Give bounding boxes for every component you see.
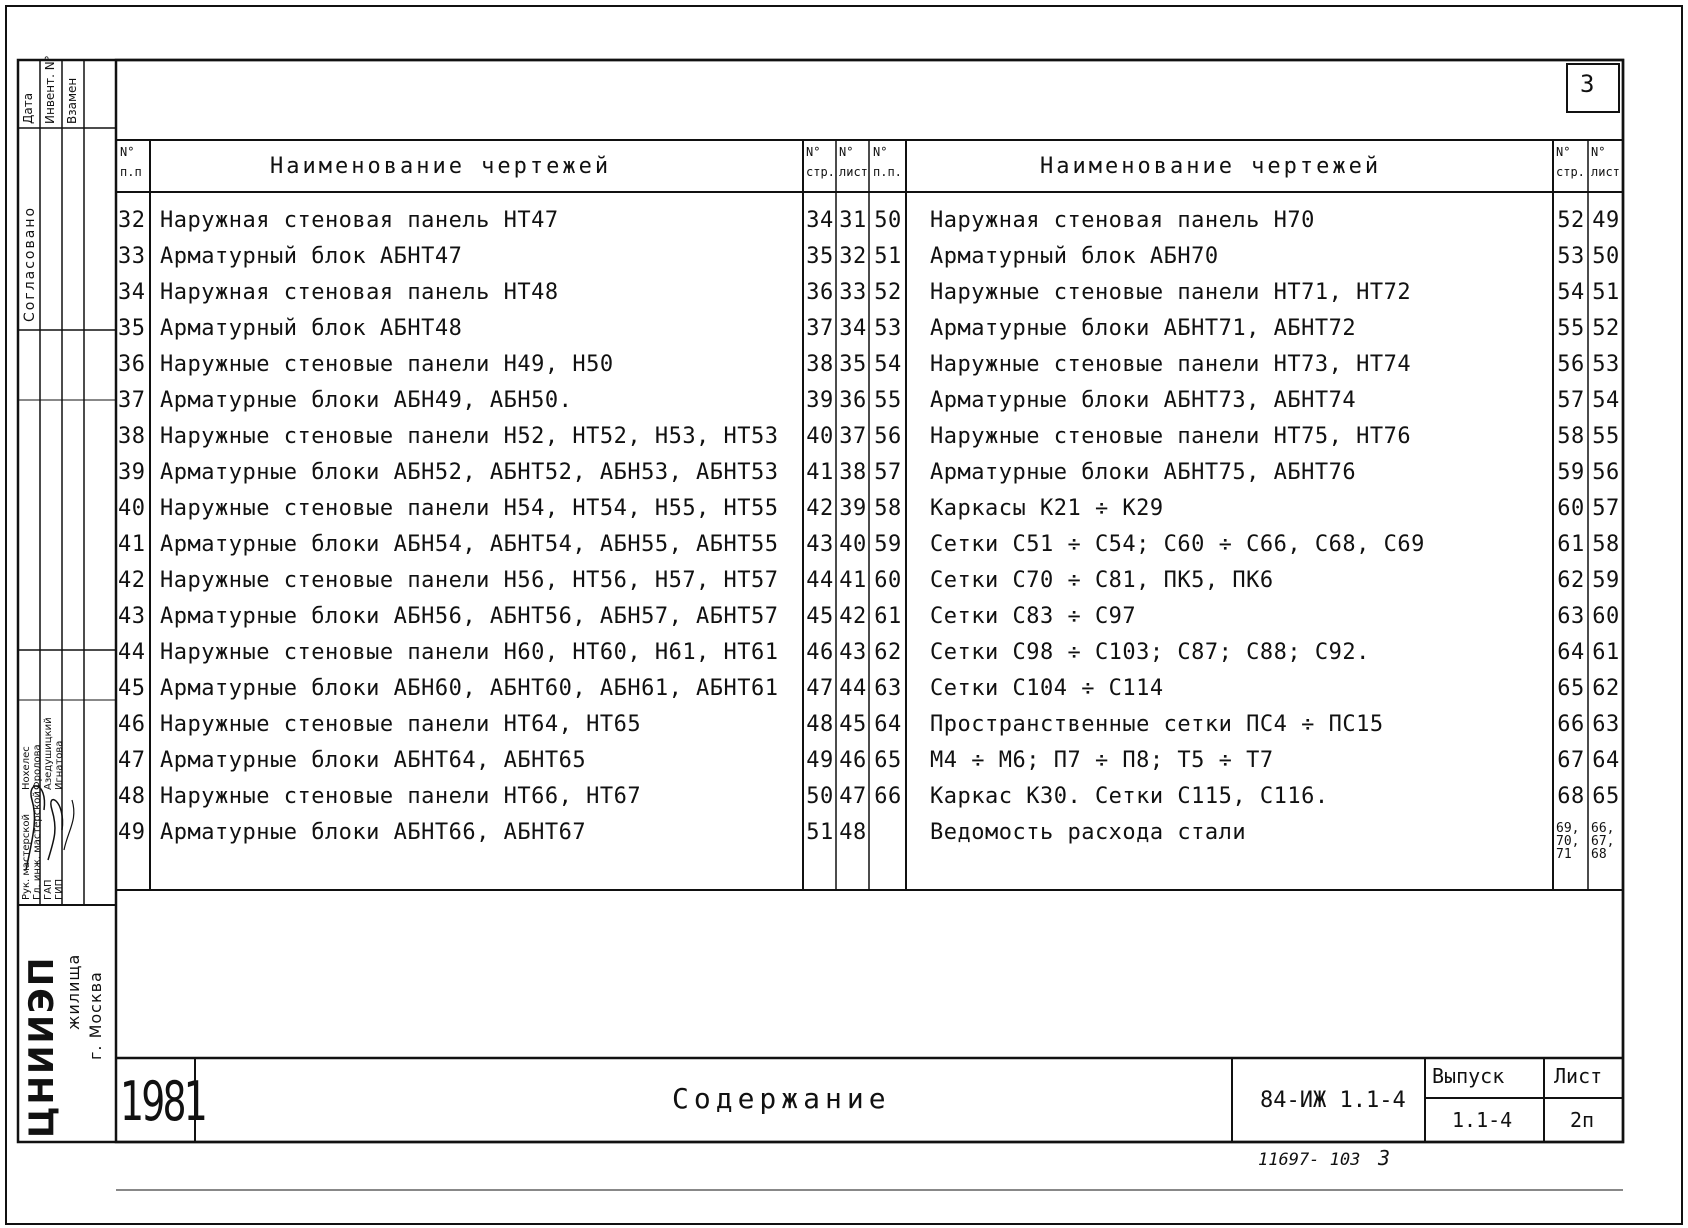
stamp-date-label: Дата [21,92,35,124]
stamp-name-3: Азедушицкий [43,717,54,790]
row-title: Наружные стеновые панели НТ66, НТ67 [160,784,642,809]
row-page: 55 [1557,316,1585,341]
row-page: 40 [806,424,834,449]
row-title: Наружные стеновые панели Н56, НТ56, Н57, НТ57 [160,568,779,593]
header-sheet2-1: N° [1591,145,1606,159]
row-page: 67 [1557,748,1585,773]
row-page: 45 [806,604,834,629]
row-sheet: 55 [1592,424,1620,449]
row-title: Арматурные блоки АБНТ64, АБНТ65 [160,748,587,773]
row-number: 44 [118,640,146,665]
row-title: Сетки С98 ÷ С103; С87; С88; С92. [930,640,1370,665]
row-sheet: 31 [839,208,867,233]
row-page: 34 [806,208,834,233]
row-page: 48 [806,712,834,737]
row-number: 55 [874,388,902,413]
row-page: 37 [806,316,834,341]
row-sheet: 40 [839,532,867,557]
row-sheet: 56 [1592,460,1620,485]
header-name-left: Наименование чертежей [270,154,612,179]
row-page: 57 [1557,388,1585,413]
row-page: 63 [1557,604,1585,629]
row-sheet: 58 [1592,532,1620,557]
row-sheet: 62 [1592,676,1620,701]
row-page: 66 [1557,712,1585,737]
row-number: 56 [874,424,902,449]
row-number: 33 [118,244,146,269]
row-page: 50 [806,784,834,809]
row-title: Наружные стеновые панели НТ73, НТ74 [930,352,1412,377]
row-sheet: 46 [839,748,867,773]
row-sheet: 33 [839,280,867,305]
row-number: 43 [118,604,146,629]
row-title: Каркасы К21 ÷ К29 [930,496,1164,521]
stamp-role-3: ГАП [43,879,54,900]
row-sheet: 32 [839,244,867,269]
row-title: Арматурные блоки АБН52, АБНТ52, АБН53, АБНТ53 [160,460,779,485]
row-sheet: 37 [839,424,867,449]
row-number: 65 [874,748,902,773]
row-sheet: 64 [1592,748,1620,773]
org-name: ЦНИИЭП [22,955,62,1138]
row-title: Арматурные блоки АБНТ75, АБНТ76 [930,460,1357,485]
stamp-approved-label: Согласовано [22,205,38,322]
row-number: 54 [874,352,902,377]
row-number: 59 [874,532,902,557]
row-number: 32 [118,208,146,233]
row-title: Арматурные блоки АБНТ66, АБНТ67 [160,820,587,845]
stamp-role-2: Гл. инж. мастерской [32,791,43,900]
row-title: Ведомость расхода стали [930,820,1247,845]
row-number: 58 [874,496,902,521]
row-sheet: 45 [839,712,867,737]
row-page: 68 [1557,784,1585,809]
row-sheet: 41 [839,568,867,593]
stamp-inventory-label: Инвент. N° [43,55,57,124]
header-page-2: стр. [806,165,835,179]
row-page: 35 [806,244,834,269]
row-page: 46 [806,640,834,665]
row-sheet: 59 [1592,568,1620,593]
row-title: Арматурный блок АБНТ48 [160,316,463,341]
row-title: Наружные стеновые панели Н52, НТ52, Н53, НТ53 [160,424,779,449]
document-code: 84-ИЖ 1.1-4 [1260,1088,1406,1113]
row-title: Наружные стеновые панели Н60, НТ60, Н61, НТ61 [160,640,779,665]
row-sheet: 65 [1592,784,1620,809]
sheet-value: 2п [1570,1108,1595,1132]
header-sheet2-2: лист [1591,165,1620,179]
row-page: 39 [806,388,834,413]
row-sheet: 34 [839,316,867,341]
row-page: 43 [806,532,834,557]
row-title: Арматурные блоки АБН49, АБН50. [160,388,573,413]
row-page: 56 [1557,352,1585,377]
issue-label: Выпуск [1432,1064,1505,1088]
header-num-1: N° [120,145,135,159]
signatures-icon [18,760,88,880]
row-sheet: 43 [839,640,867,665]
row-number: 51 [874,244,902,269]
row-page: 53 [1557,244,1585,269]
row-page: 60 [1557,496,1585,521]
row-title: Арматурные блоки АБН56, АБНТ56, АБН57, АБНТ57 [160,604,779,629]
row-sheet: 51 [1592,280,1620,305]
row-sheet: 57 [1592,496,1620,521]
row-number: 48 [118,784,146,809]
row-sheet: 50 [1592,244,1620,269]
row-number: 34 [118,280,146,305]
row-title: Арматурный блок АБН70 [930,244,1219,269]
row-page: 59 [1557,460,1585,485]
header-page-1: N° [806,145,821,159]
row-title: Сетки С51 ÷ С54; С60 ÷ С66, С68, С69 [930,532,1425,557]
row-title: Наружные стеновые панели НТ71, НТ72 [930,280,1412,305]
org-sub: жилища [64,953,83,1030]
row-title: Наружные стеновые панели НТ75, НТ76 [930,424,1412,449]
row-page: 61 [1557,532,1585,557]
row-number: 41 [118,532,146,557]
row-title: Арматурный блок АБНТ47 [160,244,463,269]
stamp-role-1: Рук. мастерской [21,814,32,900]
footer-page: 3 [1378,1146,1391,1170]
row-title: Сетки С83 ÷ С97 [930,604,1137,629]
header-page2-1: N° [1556,145,1571,159]
row-sheet: 35 [839,352,867,377]
row-number: 66 [874,784,902,809]
row-sheet: 52 [1592,316,1620,341]
sheet-label: Лист [1554,1064,1603,1088]
row-number: 53 [874,316,902,341]
header-num2-1: N° [873,145,888,159]
row-title: Арматурные блоки АБНТ73, АБНТ74 [930,388,1357,413]
row-title: Арматурные блоки АБНТ71, АБНТ72 [930,316,1357,341]
row-title: Пространственные сетки ПС4 ÷ ПС15 [930,712,1384,737]
row-sheet: 63 [1592,712,1620,737]
row-number: 39 [118,460,146,485]
row-number: 36 [118,352,146,377]
row-number: 42 [118,568,146,593]
row-title: Наружные стеновые панели Н54, НТ54, Н55, НТ55 [160,496,779,521]
row-page: 51 [806,820,834,845]
row-sheet: 54 [1592,388,1620,413]
header-num2-2: п.п. [873,165,902,179]
row-sheet: 60 [1592,604,1620,629]
row-number: 64 [874,712,902,737]
row-page: 38 [806,352,834,377]
row-number: 49 [118,820,146,845]
row-number: 47 [118,748,146,773]
row-page: 62 [1557,568,1585,593]
stamp-name-4: Игнатова [54,740,65,790]
row-page: 54 [1557,280,1585,305]
row-number: 57 [874,460,902,485]
page-number: 3 [1580,70,1595,98]
row-title: Арматурные блоки АБН60, АБНТ60, АБН61, АБНТ61 [160,676,779,701]
row-sheet: 42 [839,604,867,629]
row-sheet: 36 [839,388,867,413]
row-number: 63 [874,676,902,701]
row-page: 64 [1557,640,1585,665]
row-page: 49 [806,748,834,773]
row-number: 37 [118,388,146,413]
stamp-name-2: Фролова [32,744,43,790]
row-title: Сетки С70 ÷ С81, ПК5, ПК6 [930,568,1274,593]
row-number: 60 [874,568,902,593]
header-sheet-2: лист [839,165,868,179]
stamp-replaced-label: Взамен [65,77,79,124]
row-title: Каркас К30. Сетки С115, С116. [930,784,1329,809]
stamp-name-1: Нохелес [21,746,32,790]
row-page: 52 [1557,208,1585,233]
row-title: Сетки С104 ÷ С114 [930,676,1164,701]
header-name-right: Наименование чертежей [1040,154,1382,179]
header-page2-2: стр. [1556,165,1585,179]
org-city: г. Москва [86,971,105,1060]
row-title: Наружные стеновые панели НТ64, НТ65 [160,712,642,737]
row-title: Арматурные блоки АБН54, АБНТ54, АБН55, АБНТ55 [160,532,779,557]
header-num-2: п.п [120,165,142,179]
row-sheet: 47 [839,784,867,809]
row-sheet: 44 [839,676,867,701]
row-number: 62 [874,640,902,665]
row-title: Наружные стеновые панели Н49, Н50 [160,352,614,377]
row-page: 69, 70, 71 [1556,821,1580,862]
row-page: 41 [806,460,834,485]
row-number: 40 [118,496,146,521]
row-number: 46 [118,712,146,737]
document-title: Содержание [672,1082,891,1115]
year: 1981 [120,1070,206,1133]
row-page: 58 [1557,424,1585,449]
row-number: 52 [874,280,902,305]
row-page: 44 [806,568,834,593]
row-sheet: 48 [839,820,867,845]
row-number: 45 [118,676,146,701]
row-sheet: 61 [1592,640,1620,665]
row-title: Наружная стеновая панель НТ47 [160,208,559,233]
row-title: М4 ÷ М6; П7 ÷ П8; Т5 ÷ Т7 [930,748,1274,773]
header-sheet-1: N° [839,145,854,159]
row-number: 61 [874,604,902,629]
row-number: 50 [874,208,902,233]
row-page: 65 [1557,676,1585,701]
row-sheet: 66, 67, 68 [1591,821,1615,862]
row-sheet: 39 [839,496,867,521]
row-number: 35 [118,316,146,341]
row-sheet: 38 [839,460,867,485]
issue-value: 1.1-4 [1452,1108,1513,1132]
footer-note: 11697- 103 [1258,1150,1361,1170]
row-title: Наружная стеновая панель Н70 [930,208,1315,233]
row-page: 47 [806,676,834,701]
row-page: 42 [806,496,834,521]
stamp-role-4: ГИП [54,878,65,900]
row-number: 38 [118,424,146,449]
row-page: 36 [806,280,834,305]
row-title: Наружная стеновая панель НТ48 [160,280,559,305]
row-sheet: 49 [1592,208,1620,233]
row-sheet: 53 [1592,352,1620,377]
